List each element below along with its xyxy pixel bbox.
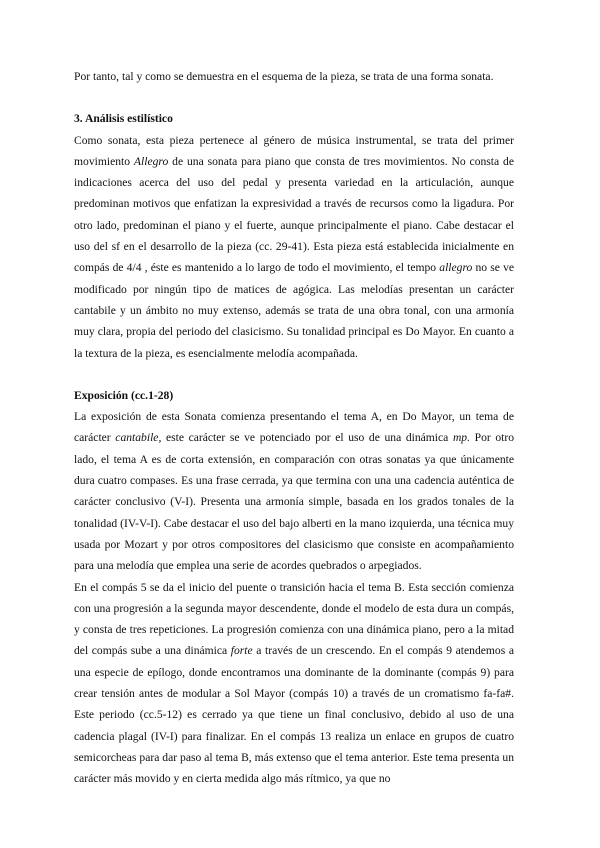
italic-term: allegro — [439, 261, 473, 275]
text-run: En el compás 5 se da el inicio del puente o transición hacia el tema B. Esta sección comienza con una progresión a la segunda mayor descendente, donde el modelo de esta dura un compás, y consta de tres repeticiones. La progresión comienza con una dinámica piano, pero a la mitad del compás sube a una dinámica — [74, 580, 514, 658]
section-heading-exposition: Exposición (cc.1-28) — [74, 388, 174, 402]
text-run: La exposición de esta Sonata comienza presentando el tema A, en Do Mayor, un tema de carácter — [74, 410, 514, 445]
text-run: Por otro lado, el tema A es de corta extensión, en comparación con otras sonatas ya que únicamente dura cuatro compases. Es una frase cerrada, ya que termina con una una cadencia auténtica de carácter conclusivo (V-I). Presenta una armonía simple, basada en los grados tonales de la tonalidad (IV-V-I). Cabe destacar el uso del bajo alberti en la mano izquierda, una técnica muy usada por Mozart y por otros compositores del clasicismo que consiste en acompañamiento para una melodía que emplea una serie de acordes quebrados o arpegiados. — [74, 431, 515, 573]
text-run: de una sonata para piano que consta de tres movimientos. No consta de indicaciones acerca del uso del pedal y presenta variedad en la articulación, aunque predominan motivos que enfatizan la expresividad a través de recursos como la ligadura. Por otro lado, predominan el piano y el fuerte, aunque principalmente el piano. Cabe destacar el uso del sf en el desarrollo de la pieza (cc. 29-41). Esta pieza está establecida inicialmente en compás de 4/4 , éste es mantenido a lo largo de todo el movimiento, el tempo — [74, 154, 514, 275]
italic-term: cantabile, — [115, 431, 162, 445]
italic-term: forte — [230, 644, 253, 658]
text-run: este carácter se ve potenciado por el uso de una dinámica — [161, 431, 453, 445]
stylistic-analysis-paragraph — [74, 130, 514, 364]
italic-term: Allegro — [133, 154, 169, 168]
page-content — [74, 66, 514, 790]
italic-term: mp. — [452, 431, 471, 445]
section-heading-stylistic-analysis: 3. Análisis estilístico — [74, 112, 173, 126]
text-run: a través de un crescendo. En el compás 9 atendemos a una especie de epílogo, donde encontramos una dominante de la dominante (compás 9) para crear tensión antes de modular a Sol Mayor (compás 10) a través de un cromatismo fa-fa#. Este periodo (cc.5-12) es cerrado ya que tiene un final conclusivo, debido al uso de una cadencia plagal (IV-I) para finalizar. En el compás 13 realiza un enlace en grupos de cuatro semicorcheas para dar paso al tema B, más extenso que el tema anterior. Este tema presenta un carácter más movido y en cierta medida algo más rítmico, ya que no — [74, 644, 514, 786]
text-run: Como sonata, esta pieza pertenece al género de música instrumental, se trata del primer movimiento — [74, 133, 514, 168]
exposition-paragraph-1 — [74, 406, 514, 576]
exposition-paragraph-2 — [74, 577, 514, 790]
text-run: no se ve modificado por ningún tipo de matices de agógica. Las melodías presentan un carácter cantabile y un ámbito no muy extenso, además se trata de una obra tonal, con una armonía muy clara, propia del periodo del clasicismo. Su tonalidad principal es Do Mayor. En cuanto a la textura de la pieza, es esencialmente melodía acompañada. — [74, 261, 515, 360]
intro-paragraph: Por tanto, tal y como se demuestra en el esquema de la pieza, se trata de una forma sonata. — [74, 70, 494, 83]
